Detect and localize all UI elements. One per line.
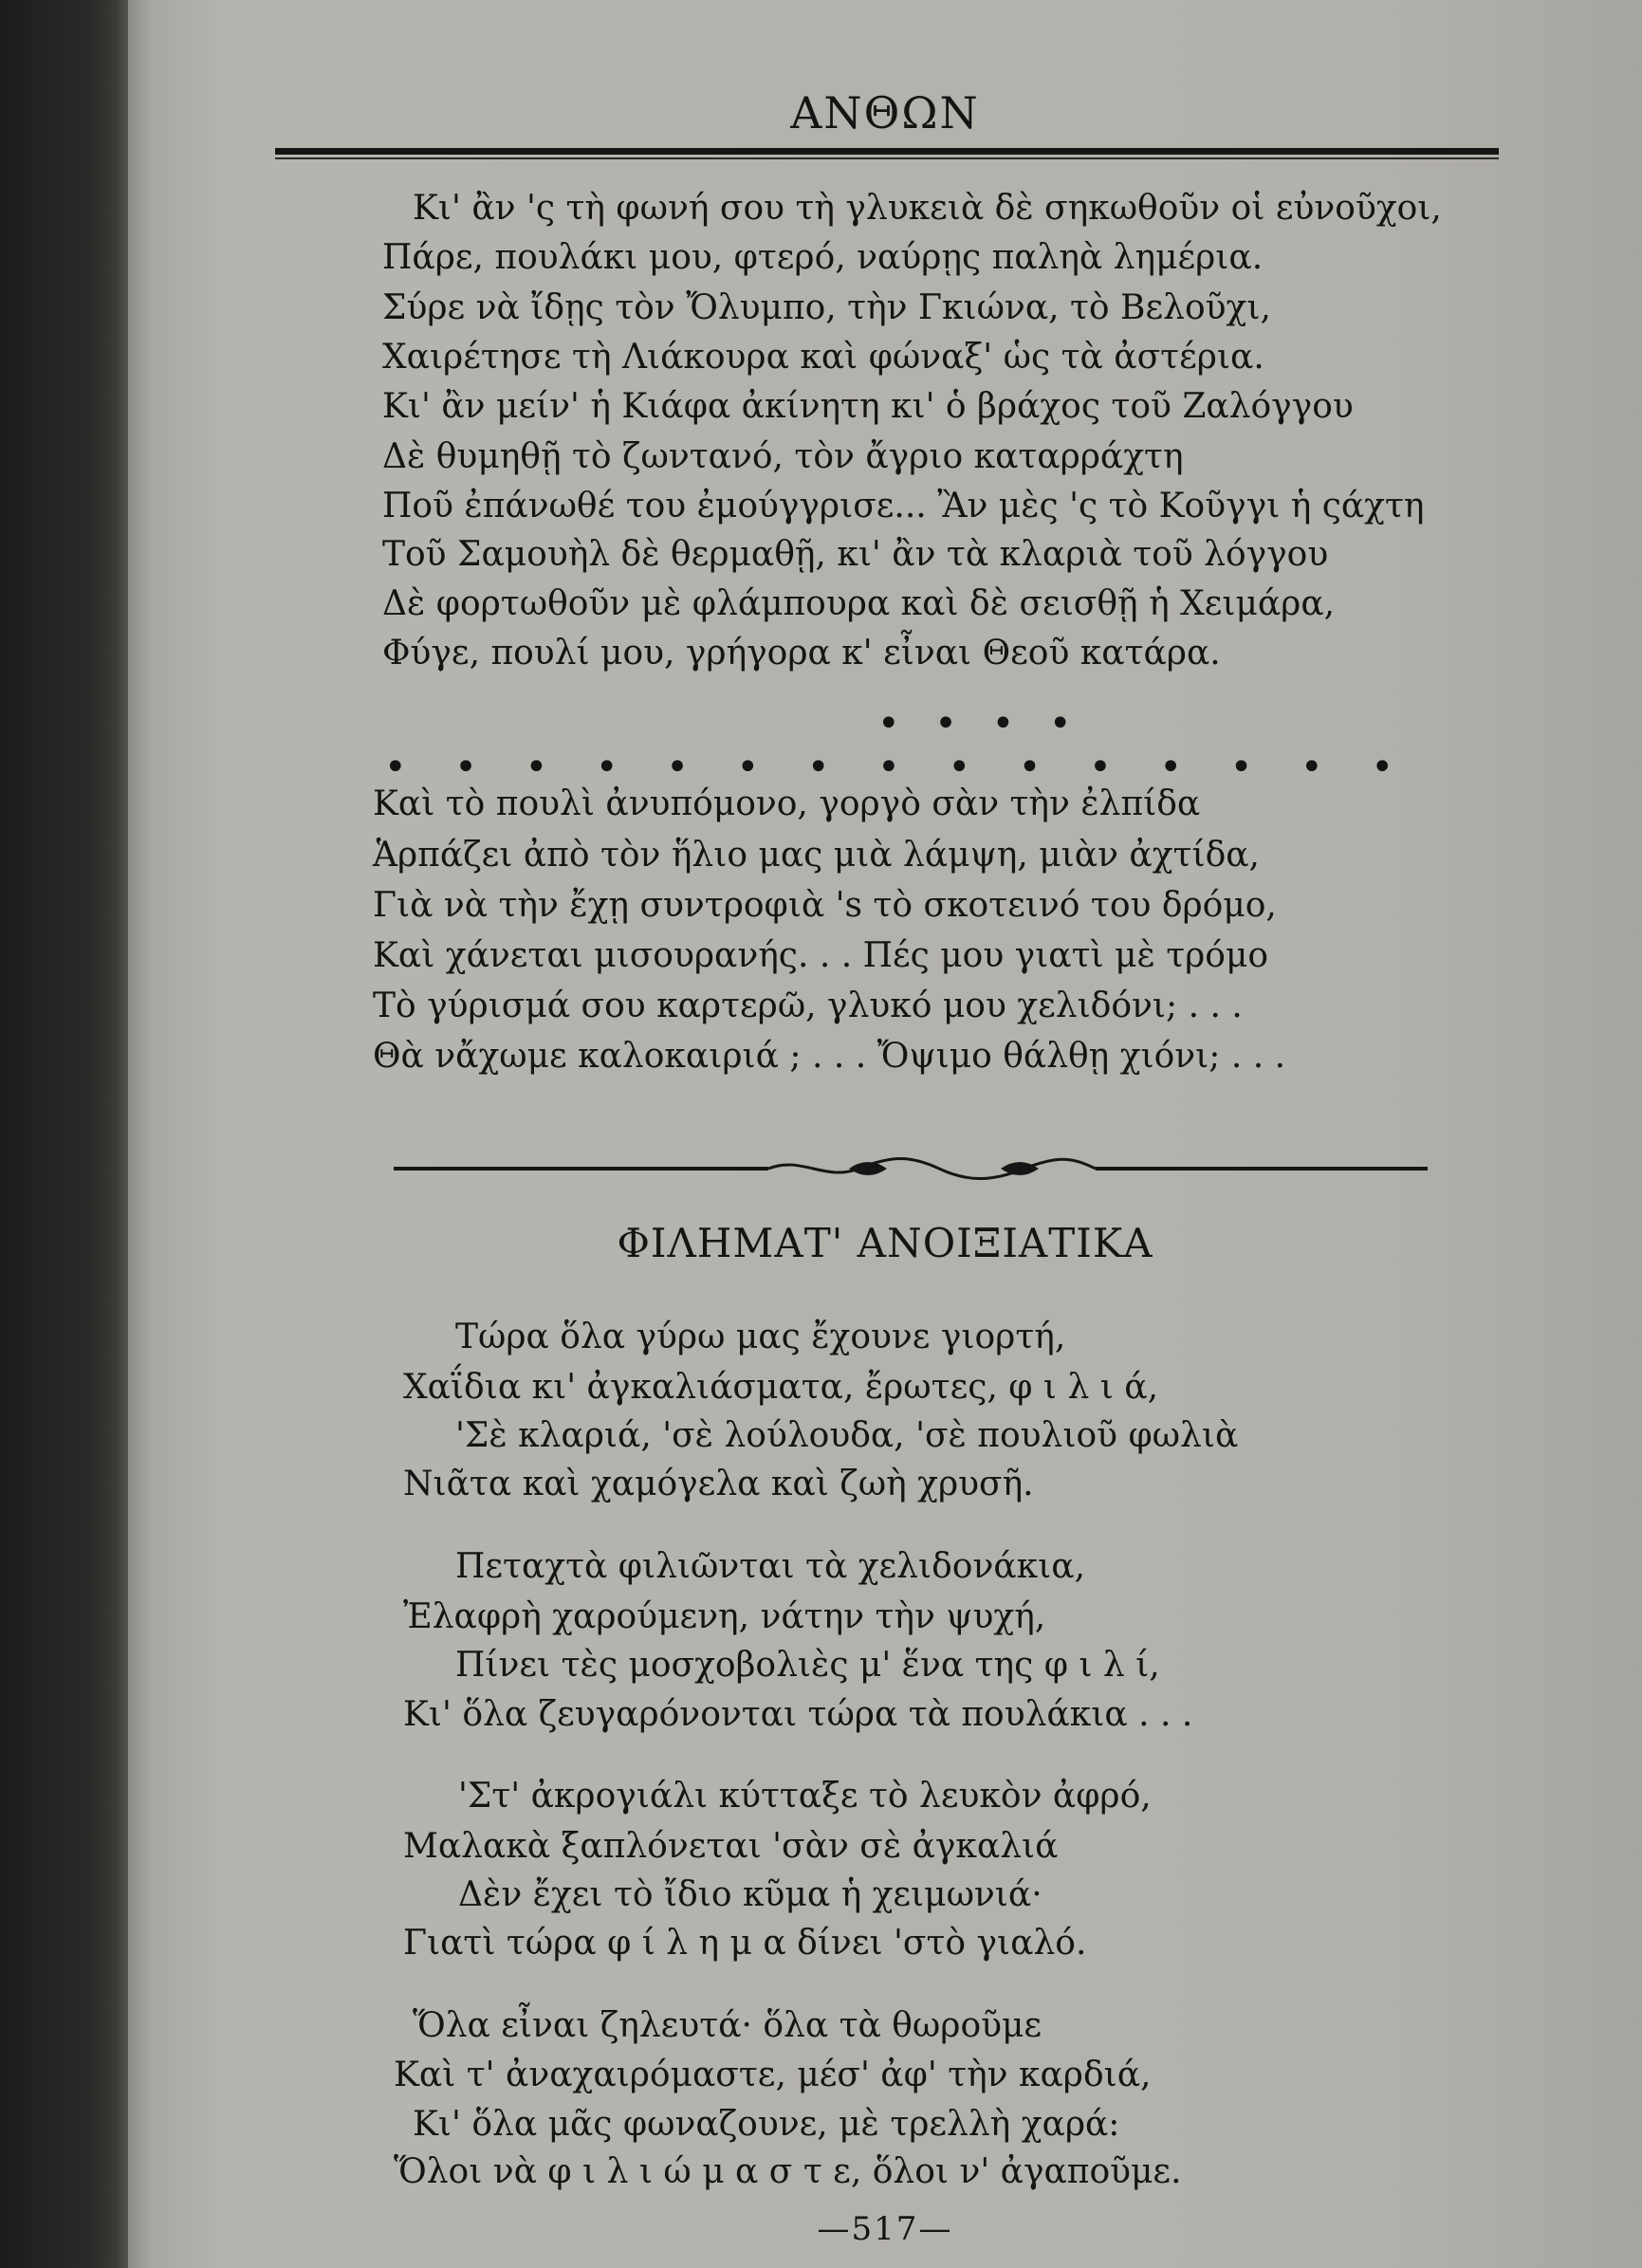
- ornamental-divider: [394, 1148, 1428, 1186]
- verse-line: Νιᾶτα καὶ χαμόγελα καὶ ζωὴ χρυσῆ.: [403, 1465, 1034, 1503]
- verse-line: Πίνει τὲς μοσχοβολιὲς μ' ἕνα της φ ι λ ί,: [455, 1646, 1160, 1685]
- verse-line: Ὅλοι νὰ φ ι λ ι ώ μ α σ τ ε, ὅλοι ν' ἀγαποῦμε.: [394, 2152, 1182, 2191]
- verse-line: Κι' ὅλα μᾶς φωναζουνε, μὲ τρελλὴ χαρά:: [413, 2105, 1120, 2144]
- header-rule: [275, 148, 1499, 155]
- ellipsis-row-short: • • • •: [877, 702, 1072, 746]
- verse-line: Τώρα ὅλα γύρω μας ἔχουνε γιορτή,: [455, 1318, 1066, 1356]
- header-rule-thin: [275, 157, 1499, 159]
- verse-line: 'Στ' ἀκρογιάλι κύτταξε τὸ λευκὸν ἀφρό,: [458, 1777, 1152, 1816]
- verse-line: Ἁρπάζει ἀπὸ τὸν ἥλιο μας μιὰ λάμψη, μιὰν ἀχτίδα,: [373, 836, 1260, 875]
- verse-line: Καὶ χάνεται μισουρανής. . . Πές μου γιατὶ μὲ τρόμο: [373, 936, 1269, 975]
- ellipsis-row-long: • • • • • • • • • • • • • • •: [384, 746, 1393, 789]
- verse-line: Κι' ἂν μείν' ἡ Κιάφα ἀκίνητη κι' ὁ βράχος τοῦ Ζαλόγγου: [382, 387, 1354, 426]
- verse-line: Πεταχτὰ φιλιῶνται τὰ χελιδονάκια,: [455, 1547, 1086, 1586]
- verse-line: Πάρε, πουλάκι μου, φτερό, ναύρῃς παληὰ λημέρια.: [382, 238, 1264, 277]
- page-number: —517—: [817, 2210, 953, 2248]
- verse-line: Δὲν ἔχει τὸ ἴδιο κῦμα ἡ χειμωνιά·: [458, 1875, 1042, 1914]
- poem-title: ΦΙΛΗΜΑΤ' ΑΝΟΙΞΙΑΤΙΚΑ: [617, 1220, 1153, 1266]
- verse-line: Φύγε, πουλί μου, γρήγορα κ' εἶναι Θεοῦ κατάρα.: [382, 634, 1221, 673]
- verse-line: Κι' ἂν 'ς τὴ φωνή σου τὴ γλυκειὰ δὲ σηκωθοῦν οἱ εὐνοῦχοι,: [413, 189, 1442, 228]
- verse-line: Σύρε νὰ ἴδῃς τὸν Ὄλυμπο, τὴν Γκιώνα, τὸ Βελοῦχι,: [382, 288, 1271, 327]
- verse-line: Καὶ τ' ἀναχαιρόμαστε, μέσ' ἀφ' τὴν καρδιά,: [394, 2056, 1152, 2094]
- verse-line: Γιατὶ τώρα φ ί λ η μ α δίνει 'στὸ γιαλό.: [403, 1924, 1087, 1963]
- verse-line: Θὰ νἄχωμε καλοκαιριά ; . . . Ὄψιμο θάλθῃ χιόνι; . . .: [373, 1037, 1286, 1076]
- verse-line: Ἐλαφρὴ χαρούμενη, νάτην τὴν ψυχή,: [403, 1597, 1046, 1636]
- verse-line: Δὲ θυμηθῇ τὸ ζωντανό, τὸν ἄγριο καταρράχτη: [382, 437, 1184, 476]
- running-head: ΑΝΘΩΝ: [790, 87, 980, 138]
- book-binding-shadow: [0, 0, 128, 2268]
- book-page: [128, 0, 1642, 2268]
- verse-line: 'Σὲ κλαριά, 'σὲ λούλουδα, 'σὲ πουλιοῦ φωλιὰ: [455, 1416, 1239, 1455]
- verse-line: Μαλακὰ ξαπλόνεται 'σὰν σὲ ἀγκαλιά: [403, 1827, 1059, 1866]
- verse-line: Χαΐδια κι' ἀγκαλιάσματα, ἔρωτες, φ ι λ ι ά,: [403, 1368, 1159, 1407]
- verse-line: Ποῦ ἐπάνωθέ του ἐμούγγρισε... Ἂν μὲς 'ς τὸ Κοῦγγι ἡ ςάχτη: [382, 487, 1425, 526]
- verse-line: Γιὰ νὰ τὴν ἔχῃ συντροφιὰ 's τὸ σκοτεινό του δρόμο,: [373, 886, 1277, 925]
- verse-line: Χαιρέτησε τὴ Λιάκουρα καὶ φώναξ' ὡς τὰ ἀστέρια.: [382, 338, 1264, 377]
- verse-line: Κι' ὅλα ζευγαρόνονται τώρα τὰ πουλάκια . . .: [403, 1695, 1193, 1734]
- verse-line: Τοῦ Σαμουὴλ δὲ θερμαθῇ, κι' ἂν τὰ κλαριὰ τοῦ λόγγου: [382, 535, 1329, 574]
- verse-line: Δὲ φορτωθοῦν μὲ φλάμπουρα καὶ δὲ σεισθῇ ἡ Χειμάρα,: [382, 584, 1336, 623]
- verse-line: Ὅλα εἶναι ζηλευτά· ὅλα τὰ θωροῦμε: [413, 2006, 1042, 2045]
- verse-line: Τὸ γύρισμά σου καρτερῶ, γλυκό μου χελιδόνι; . . .: [373, 986, 1243, 1025]
- verse-line: Καὶ τὸ πουλὶ ἀνυπόμονο, γοργὸ σὰν τὴν ἐλπίδα: [373, 784, 1201, 823]
